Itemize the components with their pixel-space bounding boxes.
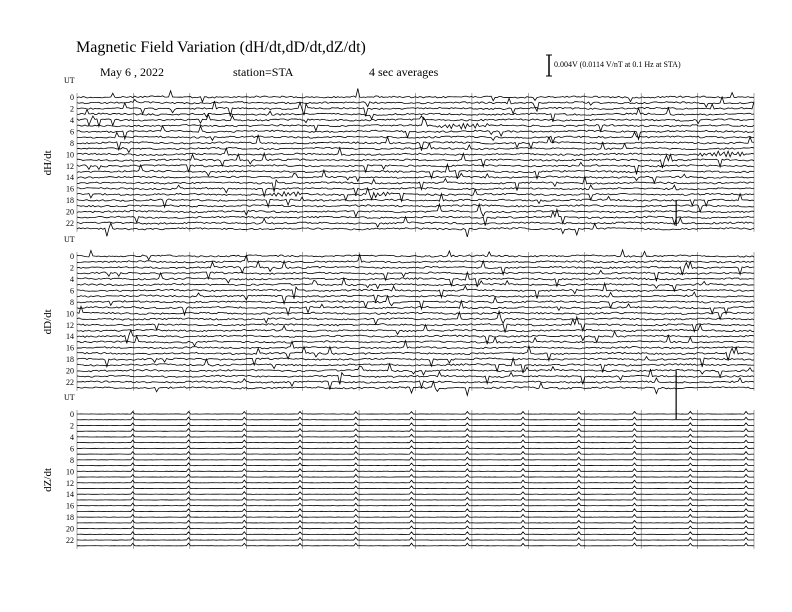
hour-tick-label: 18 [66,513,74,523]
hour-tick-label: 0 [70,410,74,419]
date-label: May 6 , 2022 [100,65,164,79]
time-axis-label: UT [64,235,75,244]
panel-ylabel: dZ/dt [42,467,54,492]
hour-tick-label: 6 [70,444,74,454]
hour-tick-label: 10 [66,309,74,319]
hour-tick-label: 18 [66,355,74,365]
chart-title: Magnetic Field Variation (dH/dt,dD/dt,dZ/dt) [76,39,366,56]
hour-tick-label: 22 [66,536,74,546]
hour-tick-label: 10 [66,467,74,477]
hour-tick-label: 10 [66,150,74,160]
scale-bar-label: 0.004V (0.0114 V/nT at 0.1 Hz at STA) [554,60,681,69]
hour-tick-label: 2 [70,421,74,431]
hour-tick-label: 12 [66,161,74,171]
hour-tick-label: 8 [70,138,74,148]
station-label: station=STA [233,65,294,79]
hour-tick-label: 12 [66,478,74,488]
hour-tick-label: 0 [70,93,74,102]
hour-tick-label: 2 [70,104,74,114]
hour-tick-label: 12 [66,320,74,330]
hour-tick-label: 22 [66,219,74,229]
hour-tick-label: 2 [70,263,74,273]
panel-dddt [42,235,754,419]
hour-tick-label: 22 [66,378,74,388]
hour-tick-label: 14 [66,173,74,183]
hour-tick-label: 14 [66,490,74,500]
hour-tick-label: 4 [70,432,74,442]
hour-tick-label: 4 [70,115,74,125]
hour-tick-label: 8 [70,297,74,307]
hour-tick-label: 18 [66,196,74,206]
hour-tick-label: 16 [66,343,74,353]
panel-ylabel: dH/dt [42,150,54,176]
hour-tick-label: 20 [66,524,74,534]
hour-tick-label: 6 [70,127,74,137]
hour-tick-label: 6 [70,286,74,296]
time-axis-label: UT [64,76,75,85]
hour-tick-label: 16 [66,501,74,511]
hour-tick-label: 0 [70,252,74,261]
time-axis-label: UT [64,393,75,402]
panel-dzdt [42,393,754,549]
hour-tick-label: 20 [66,207,74,217]
averaging-label: 4 sec averages [369,65,439,79]
hour-tick-label: 4 [70,274,74,284]
hour-tick-label: 16 [66,184,74,194]
hour-tick-label: 14 [66,332,74,342]
hour-tick-label: 20 [66,366,74,376]
panel-ylabel: dD/dt [42,309,54,335]
hour-tick-label: 8 [70,455,74,465]
panel-dhdt [42,76,754,237]
